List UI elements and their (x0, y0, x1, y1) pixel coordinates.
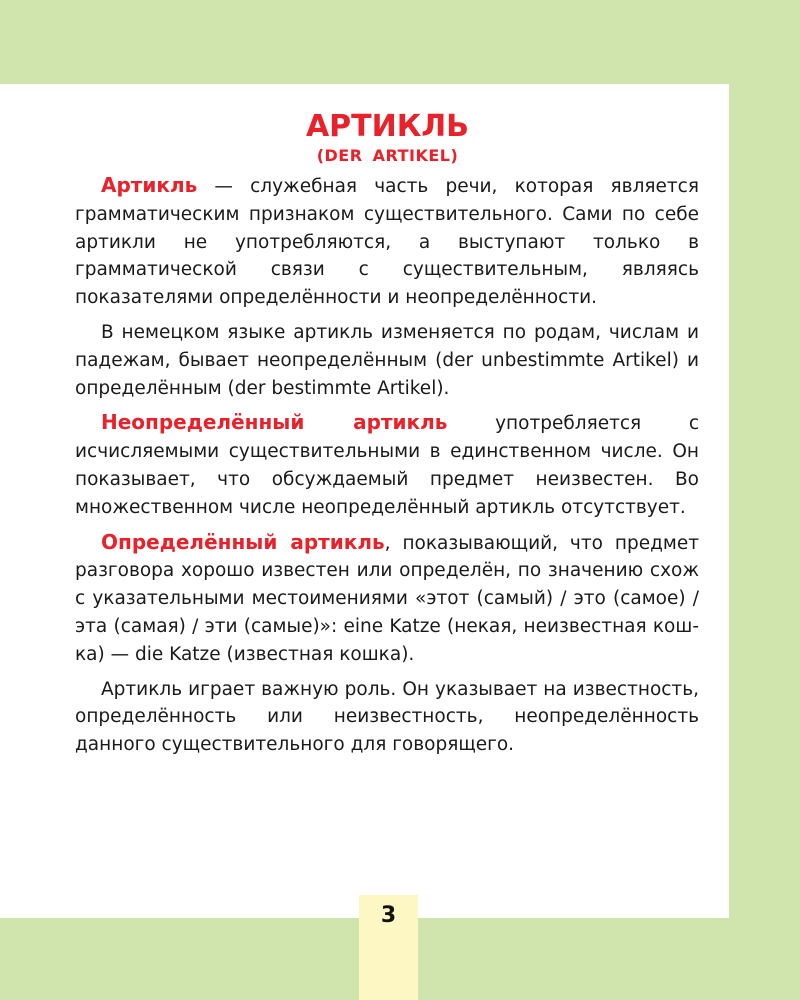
page-number-box (359, 895, 418, 1000)
paragraph-3 (75, 409, 699, 521)
paragraph-5-text: Артикль играет важную роль. Он указывает на известность, определённость или неизвестность, неопределённость данного существительного для говорящего. (75, 678, 699, 756)
paragraph-1-text: — служебная часть речи, которая является грамматическим признаком существительного. Сами по себе артикли не употребляются, а выступают только в грамматической связи с существительным, являясь показателями определённости и неопределённости. (75, 176, 699, 309)
paragraph-4 (75, 529, 699, 669)
paragraph-2 (75, 319, 699, 402)
page-title: АРТИКЛЬ (305, 109, 470, 144)
paragraph-3-text: употребляется с исчисляемыми существительными в единственном числе. Он показывает, что обсуждаемый предмет неизвестен. Во множественном числе неопределённый артикль отсутствует. (75, 413, 699, 518)
paragraph-1 (75, 172, 699, 312)
paragraph-4-text: , показывающий, что предмет разговора хорошо известен или определён, по значению схож с указательными местоимениями «этот (самый) / это (самое) / эта (самая) / эти (самые)»: eine Katze (некая, неизвестная кошка) — die Katze (известная кошка). (75, 532, 699, 665)
page-number: 3 (380, 903, 397, 928)
paragraph-2-text: В немецком языке артикль изменяется по родам, числам и падежам, бывает неопределённым (der unbestimmte Artikel) и определённым (der bestimmte Artikel). (75, 321, 699, 399)
term-article: Артикль (101, 173, 198, 197)
paragraph-5 (75, 676, 699, 759)
page-subtitle: (DER ARTIKEL) (316, 146, 459, 165)
body-text (75, 172, 699, 766)
term-indefinite-article: Неопределённый артикль (101, 410, 448, 435)
term-definite-article: Определённый артикль (101, 529, 385, 554)
